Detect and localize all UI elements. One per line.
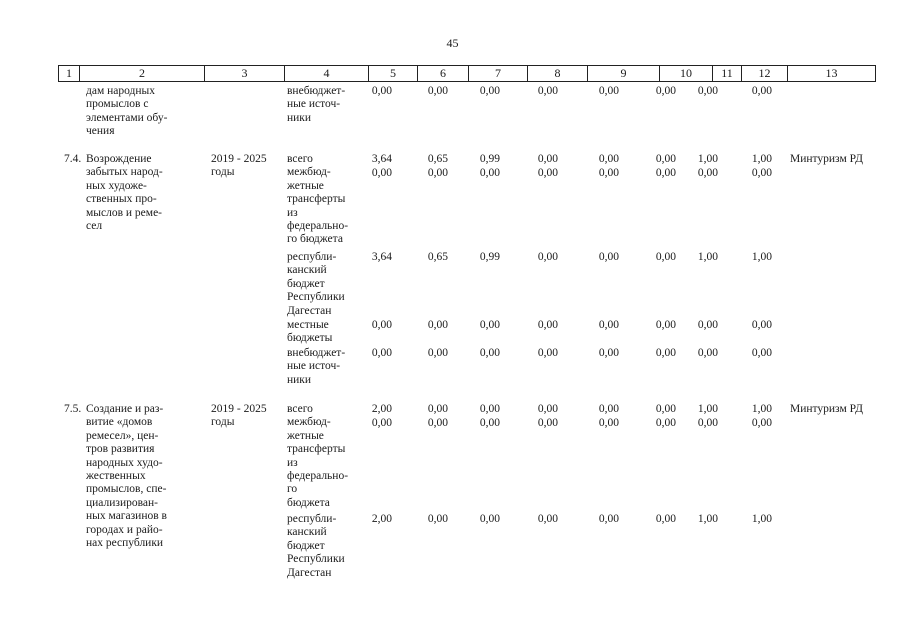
value-cell: 0,00 [479,167,500,179]
value-cell: 0,00 [371,417,392,429]
source-total-federal [287,153,348,247]
value-cell: 0,00 [537,319,558,331]
value-cell: 0,00 [371,167,392,179]
source-line: трансферты [287,193,346,206]
value-cell: 1,00 [751,403,772,415]
source-total-federal [287,403,348,510]
measure-name [86,403,200,550]
source-line: го бюджета [287,233,343,246]
value-cell: 2,00 [371,513,392,525]
value-cell: 0,00 [751,85,772,97]
value-cell: 1,00 [697,251,718,263]
source-line: Республики [287,291,345,304]
value-cell: 0,00 [479,347,500,359]
value-cell: 0,00 [697,417,718,429]
source-line: межбюд- [287,416,331,429]
value-cell: 0,00 [479,319,500,331]
period-line: годы [211,166,235,179]
source-line: бюджеты [287,332,333,345]
value-cell: 0,00 [427,347,448,359]
value-cell: 0,00 [697,347,718,359]
name-line: чения [86,125,115,138]
value-cell: 0,00 [655,167,676,179]
value-cell: 1,00 [697,403,718,415]
name-line: ственных про- [86,193,157,206]
header-cell: 8 [528,66,588,81]
name-line: ных художе- [86,179,147,192]
row-number: 7.4. [64,153,82,165]
header-cell: 6 [418,66,469,81]
name-line: тров развития [86,443,155,456]
value-cell: 1,00 [697,153,718,165]
value-cell: 0,00 [655,251,676,263]
header-cell: 10 [660,66,713,81]
prev-row-source [287,85,357,125]
source-line: канский [287,526,327,539]
source-line: ные источ- [287,360,341,373]
value-cell: 0,00 [537,153,558,165]
value-cell: 0,00 [427,403,448,415]
executor: Минтуризм РД [790,403,863,415]
name-line: циализирован- [86,496,158,509]
value-cell: 0,00 [697,167,718,179]
source-line: ники [287,373,312,386]
source-line: федерально- [287,220,349,233]
header-cell: 4 [285,66,369,81]
value-cell: 0,00 [598,85,619,97]
value-cell: 0,00 [751,347,772,359]
name-line: дам народных [86,85,156,97]
period-line: 2019 - 2025 [211,403,267,415]
value-cell: 0,00 [598,319,619,331]
value-cell: 0,00 [697,319,718,331]
period [211,153,267,180]
name-line: витие «домов [86,416,153,429]
source-line: Дагестан [287,304,332,317]
value-cell: 0,00 [598,251,619,263]
header-cell: 11 [713,66,742,81]
value-cell: 0,00 [479,85,500,97]
value-cell: 0,00 [655,513,676,525]
period [211,403,267,430]
source-line: канский [287,264,327,277]
source-line: Дагестан [287,566,332,579]
source-line: жетные [287,429,324,442]
header-cell: 3 [205,66,285,81]
period-line: годы [211,416,235,429]
header-cell: 13 [825,66,838,80]
header-cell: 12 [742,66,788,81]
value-cell: 0,65 [427,153,448,165]
name-line: элементами обу- [86,111,168,124]
value-cell: 0,00 [371,85,392,97]
value-cell: 0,99 [479,153,500,165]
value-cell: 2,00 [371,403,392,415]
value-cell: 0,00 [751,417,772,429]
source-line: межбюд- [287,166,331,179]
value-cell: 0,00 [598,417,619,429]
source-line: местные [287,319,329,331]
name-line: промыслов, спе- [86,483,167,496]
name-line: Создание и раз- [86,403,164,415]
header-cell: 7 [469,66,528,81]
name-line: жественных [86,470,146,483]
value-cell: 0,00 [655,319,676,331]
value-cell: 1,00 [751,513,772,525]
table-header-row [58,65,876,82]
name-line: ных магазинов в [86,510,167,523]
measure-name [86,153,200,233]
name-line: сел [86,220,103,233]
value-cell: 0,00 [371,347,392,359]
source-republic [287,513,345,580]
source-line: республи- [287,513,337,525]
value-cell: 0,00 [598,167,619,179]
value-cell: 3,64 [371,153,392,165]
executor: Минтуризм РД [790,153,863,165]
source-republic [287,251,345,318]
value-cell: 0,00 [427,167,448,179]
header-cell: 9 [588,66,660,81]
value-cell: 0,00 [479,417,500,429]
value-cell: 0,00 [537,347,558,359]
source-line: из [287,456,298,469]
source-line: жетные [287,179,324,192]
source-line: го [287,483,298,496]
value-cell: 0,00 [598,513,619,525]
value-cell: 0,00 [655,403,676,415]
source-extrabudget [287,347,345,387]
source-line: бюджет [287,277,325,290]
name-line: Возрождение [86,153,152,165]
value-cell: 0,00 [537,85,558,97]
value-cell: 1,00 [697,513,718,525]
value-cell: 1,00 [751,153,772,165]
period-line: 2019 - 2025 [211,153,267,165]
name-line: нах республики [86,537,164,550]
value-cell: 0,00 [479,513,500,525]
value-cell: 0,99 [479,251,500,263]
value-cell: 0,00 [655,85,676,97]
value-cell: 0,00 [537,403,558,415]
row-number: 7.5. [64,403,82,415]
name-line: промыслов с [86,98,149,111]
source-line: ные источ- [287,98,341,111]
value-cell: 0,00 [655,347,676,359]
value-cell: 0,00 [598,403,619,415]
value-cell: 0,00 [697,85,718,97]
header-cell: 2 [80,66,205,81]
value-cell: 0,00 [537,513,558,525]
value-cell: 0,00 [537,251,558,263]
source-line: всего [287,153,313,165]
value-cell: 0,00 [427,417,448,429]
source-local [287,319,332,346]
value-cell: 0,00 [479,403,500,415]
header-cell: 1 [59,66,80,81]
value-cell: 3,64 [371,251,392,263]
value-cell: 0,00 [655,153,676,165]
value-cell: 0,00 [751,167,772,179]
value-cell: 0,00 [427,319,448,331]
name-line: народных худо- [86,456,163,469]
name-line: городах и райо- [86,523,163,536]
source-line: внебюджет- [287,85,346,97]
value-cell: 0,00 [598,347,619,359]
value-cell: 0,00 [537,417,558,429]
value-cell: 0,65 [427,251,448,263]
source-line: федерально- [287,470,349,483]
source-line: трансферты [287,443,346,456]
page-number: 45 [446,36,459,50]
source-line: всего [287,403,313,415]
prev-row-name [86,85,200,139]
source-line: из [287,206,298,219]
name-line: ремесел», цен- [86,429,159,442]
name-line: забытых народ- [86,166,163,179]
name-line: мыслов и реме- [86,206,162,219]
source-line: бюджета [287,496,330,509]
source-line: бюджет [287,539,325,552]
value-cell: 0,00 [751,319,772,331]
source-line: ники [287,111,312,124]
value-cell: 0,00 [371,319,392,331]
source-line: внебюджет- [287,347,346,359]
value-cell: 0,00 [655,417,676,429]
value-cell: 0,00 [598,153,619,165]
value-cell: 0,00 [537,167,558,179]
header-cell: 5 [369,66,418,81]
source-line: республи- [287,251,337,263]
source-line: Республики [287,553,345,566]
value-cell: 0,00 [427,85,448,97]
value-cell: 1,00 [751,251,772,263]
value-cell: 0,00 [427,513,448,525]
